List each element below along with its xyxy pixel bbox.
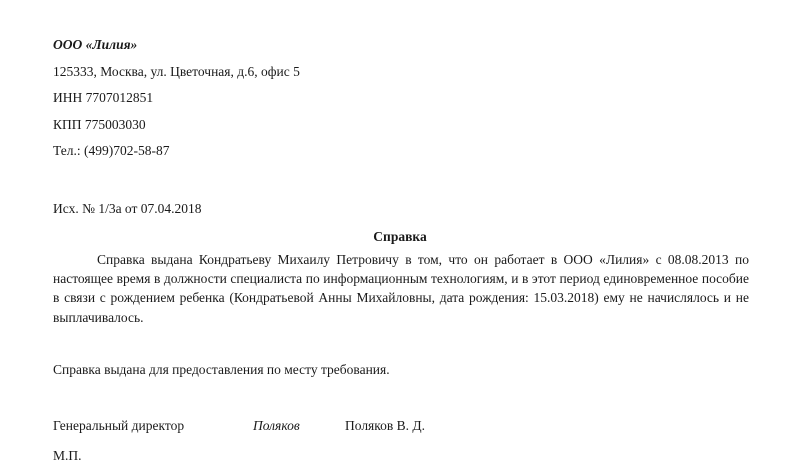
document-body: [53, 250, 749, 327]
letterhead: [53, 32, 453, 165]
stamp-place-note: М.П.: [53, 448, 82, 463]
outgoing-number: Исх. № 1/3а от 07.04.2018: [53, 201, 202, 216]
purpose-note: Справка выдана для предоставления по месту требования.: [53, 362, 390, 377]
signature-autograph: Поляков: [253, 418, 300, 433]
document-title: Справка: [373, 229, 427, 244]
company-phone: Тел.: (499)702-58-87: [53, 143, 170, 158]
company-kpp: КПП 775003030: [53, 116, 146, 132]
company-address: 125333, Москва, ул. Цветочная, д.6, офис 5: [53, 63, 300, 79]
company-name: ООО «Лилия»: [53, 37, 138, 52]
signatory-position: Генеральный директор: [53, 418, 185, 433]
company-inn: ИНН 7707012851: [53, 90, 154, 105]
body-paragraph: Справка выдана Кондратьеву Михаилу Петровичу в том, что он работает в ООО «Лилия» с 08.08.2013 по настоящее время в должности специалиста по информационным технологиям, и в этот период единовременное пособие в связи с рождением ребенка (Кондратьевой Анны Михайловны, дата рождения: 15.03.2018) ему не начислялось и не выплачивалось.: [53, 252, 749, 325]
signature-block: [53, 416, 753, 436]
signatory-name: Поляков В. Д.: [345, 418, 425, 433]
